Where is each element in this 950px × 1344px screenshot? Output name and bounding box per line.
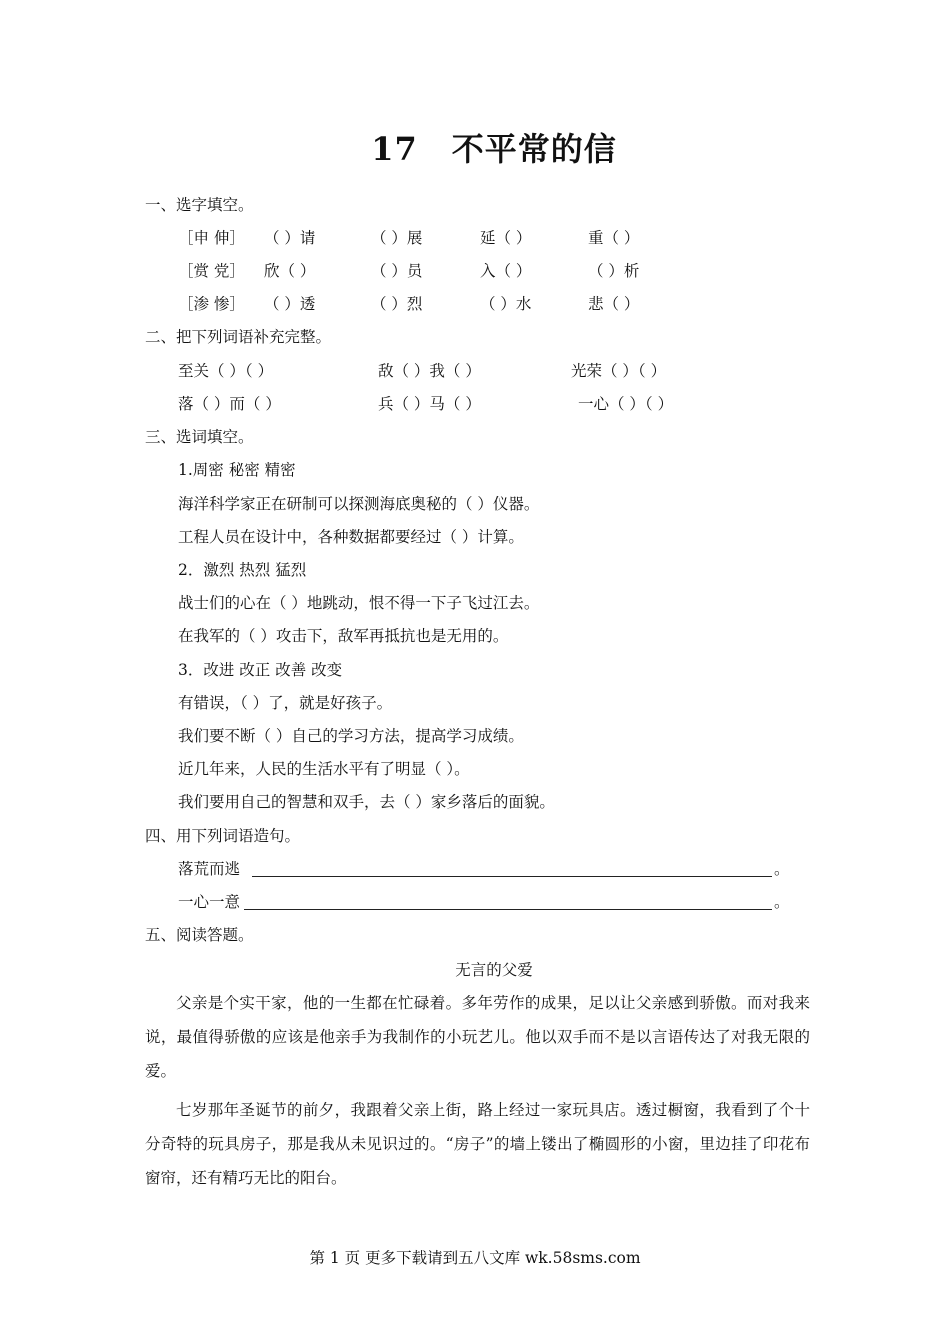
s3-group-3-words: 3．改进 改正 改善 改变 bbox=[178, 661, 343, 679]
s3-group-2-sentence-2: 在我军的（ ）攻击下，敌军再抵抗也是无用的。 bbox=[178, 627, 509, 645]
s2-row-1-item-1: 至关（ ）（ ） bbox=[178, 362, 274, 380]
page-footer: 第 1 页 更多下载请到五八文库 wk.58sms.com bbox=[309, 1249, 641, 1267]
reading-paragraph-1: 父亲是个实干家，他的一生都在忙碌着。多年劳作的成果，足以让父亲感到骄傲。而对我来说，最值得骄傲的应该是他亲手为我制作的小玩艺儿。他以双手而不是以言语传达了对我无限的爱。 bbox=[145, 994, 810, 1080]
section-4-heading: 四、用下列词语造句。 bbox=[145, 827, 301, 845]
section-2-heading: 二、把下列词语补充完整。 bbox=[145, 328, 332, 346]
s1-row-3-group: ［渗 惨］ bbox=[178, 295, 245, 313]
s4-item-2-end: 。 bbox=[774, 893, 790, 911]
s3-group-1-sentence-2: 工程人员在设计中，各种数据都要经过（ ）计算。 bbox=[178, 528, 524, 546]
s3-group-1-words: 1.周密 秘密 精密 bbox=[178, 461, 296, 479]
reading-title: 无言的父爱 bbox=[455, 961, 533, 979]
s2-row-1-item-2: 敌（ ）我（ ） bbox=[378, 362, 481, 380]
s1-row-1-cell-3: 延（ ） bbox=[480, 229, 532, 247]
s4-item-1-answer-line bbox=[252, 876, 772, 877]
s1-row-2-cell-2: （ ）员 bbox=[371, 262, 423, 280]
s3-group-2-sentence-1: 战士们的心在（ ）地跳动，恨不得一下子飞过江去。 bbox=[178, 594, 540, 612]
s1-row-1-cell-2: （ ）展 bbox=[371, 229, 423, 247]
s3-group-3-sentence-1: 有错误，（ ）了，就是好孩子。 bbox=[178, 694, 393, 712]
s1-row-3-cell-3: （ ）水 bbox=[480, 295, 532, 313]
section-3-heading: 三、选词填空。 bbox=[145, 428, 254, 446]
s2-row-2-item-3: 一心（ ）（ ） bbox=[578, 395, 674, 413]
s1-row-2-group: ［赏 党］ bbox=[178, 262, 245, 280]
s1-row-2-cell-3: 入（ ） bbox=[480, 262, 532, 280]
s3-group-3-sentence-4: 我们要用自己的智慧和双手，去（ ）家乡落后的面貌。 bbox=[178, 793, 555, 811]
s1-row-3-cell-1: （ ）透 bbox=[264, 295, 316, 313]
s2-row-1-item-3: 光荣（ ）（ ） bbox=[571, 362, 667, 380]
reading-paragraph-2: 七岁那年圣诞节的前夕，我跟着父亲上街，路上经过一家玩具店。透过橱窗，我看到了个十分奇特的玩具房子，那是我从未见识过的。“房子”的墙上镂出了椭圆形的小窗，里边挂了印花布窗帘，还有精巧无比的阳台。 bbox=[145, 1101, 810, 1187]
s1-row-3-cell-2: （ ）烈 bbox=[371, 295, 423, 313]
s1-row-1-cell-4: 重（ ） bbox=[588, 229, 640, 247]
s2-row-2-item-2: 兵（ ）马（ ） bbox=[378, 395, 481, 413]
section-5-heading: 五、阅读答题。 bbox=[145, 926, 254, 944]
s2-row-2-item-1: 落（ ）而（ ） bbox=[178, 395, 281, 413]
s1-row-3-cell-4: 悲（ ） bbox=[588, 295, 640, 313]
s4-item-2-answer-line bbox=[244, 909, 772, 910]
s4-item-2-label: 一心一意 bbox=[178, 893, 241, 911]
s3-group-1-sentence-1: 海洋科学家正在研制可以探测海底奥秘的（ ）仪器。 bbox=[178, 495, 540, 513]
s3-group-3-sentence-3: 近几年来，人民的生活水平有了明显（ ）。 bbox=[178, 760, 470, 778]
s1-row-2-cell-4: （ ）析 bbox=[588, 262, 640, 280]
s3-group-3-sentence-2: 我们要不断（ ）自己的学习方法，提高学习成绩。 bbox=[178, 727, 524, 745]
s1-row-2-cell-1: 欣（ ） bbox=[264, 262, 316, 280]
s3-group-2-words: 2．激烈 热烈 猛烈 bbox=[178, 561, 307, 579]
lesson-title: 不平常的信 bbox=[451, 130, 617, 168]
s4-item-1-label: 落荒而逃 bbox=[178, 860, 241, 878]
s1-row-1-cell-1: （ ）请 bbox=[264, 229, 316, 247]
s4-item-1-end: 。 bbox=[774, 860, 790, 878]
lesson-number: 17 bbox=[371, 130, 418, 168]
section-1-heading: 一、选字填空。 bbox=[145, 196, 254, 214]
page-title bbox=[0, 124, 950, 170]
s1-row-1-group: ［申 伸］ bbox=[178, 229, 245, 247]
